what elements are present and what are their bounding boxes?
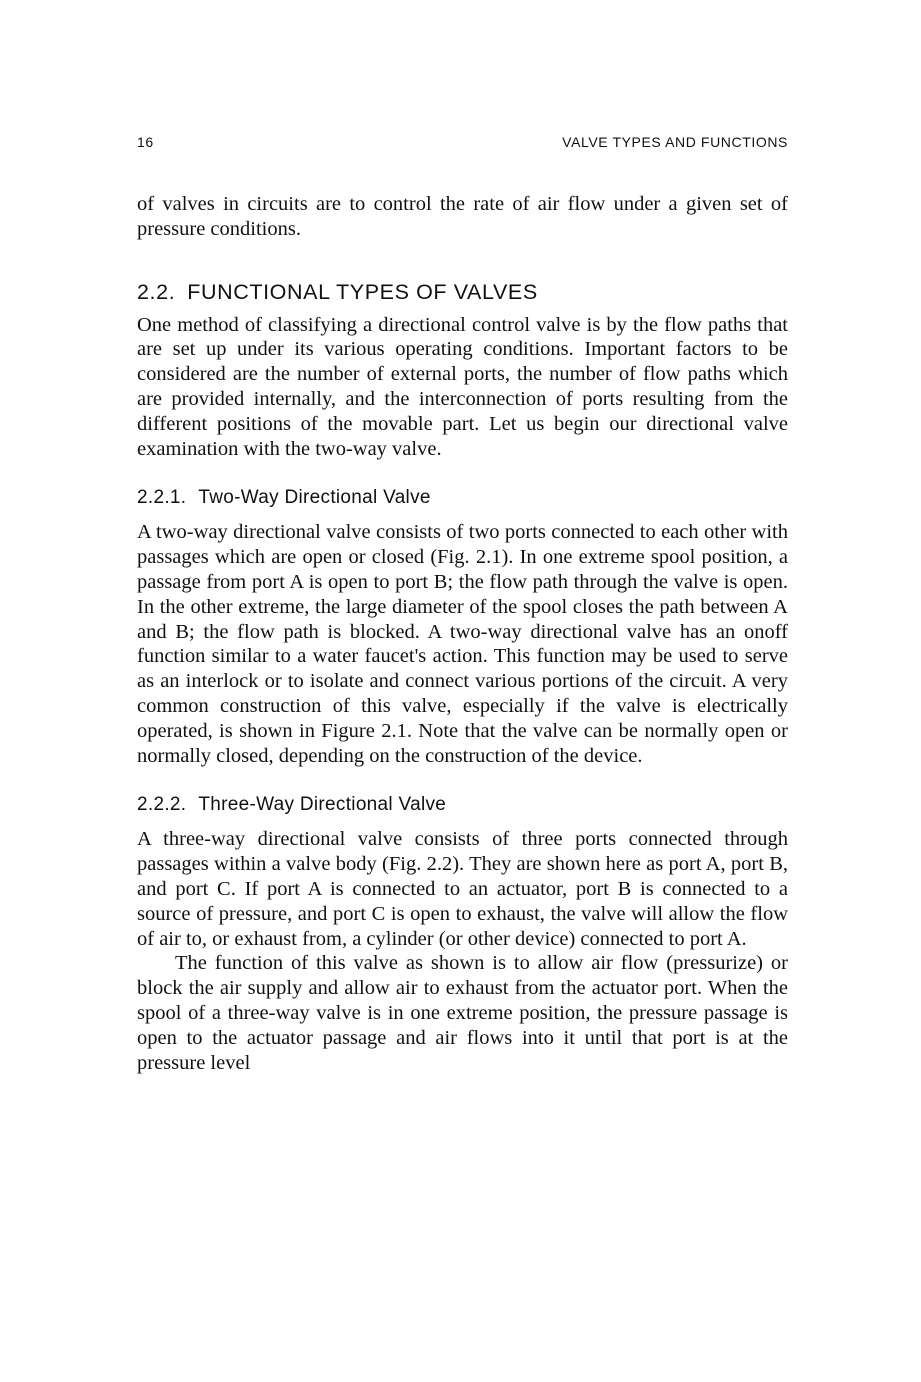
subsection-title: Two-Way Directional Valve xyxy=(198,487,431,509)
running-title: VALVE TYPES AND FUNCTIONS xyxy=(562,134,788,150)
section-2-2-2-paragraph-1: A three-way directional valve consists of three ports connected through passages within a valve body (Fig. 2.2). They are shown here as port A, port B, and port C. If port A is connected to an actuator, port B is connected to a source of pressure, and port C is open to exhaust, the valve will allow the flow of air to, or exhaust from, a cylinder (or other device) connected to port A. xyxy=(137,828,788,950)
section-heading-2-2-2 xyxy=(137,792,788,818)
section-2-2-2-paragraph-2: The function of this valve as shown is to allow air flow (pressurize) or block the air supply and allow air to exhaust from the actuator port. When the spool of a three-way valve is in one extreme position, the pressure passage is open to the actuator passage and air flows into it until that port is at the pressure level xyxy=(137,952,788,1074)
page-number: 16 xyxy=(137,134,154,150)
section-number: 2.2. xyxy=(137,279,176,304)
continuation-paragraph: of valves in circuits are to control the rate of air flow under a given set of pressure conditions. xyxy=(137,193,788,240)
page-body xyxy=(137,192,788,1075)
section-heading-2-2 xyxy=(137,278,788,306)
section-2-2-1-paragraph: A two-way directional valve consists of two ports connected to each other with passages which are open or closed (Fig. 2.1). In one extreme spool position, a passage from port A is open to port B; the flow path through the valve is open. In the other extreme, the large diameter of the spool closes the path between A and B; the flow path is blocked. A two-way directional valve has an onoff function similar to a water faucet's action. This function may be used to serve as an interlock or to isolate and connect various portions of the circuit. A very common construction of this valve, especially if the valve is electrically operated, is shown in Figure 2.1. Note that the valve can be normally open or normally closed, depending on the construction of the device. xyxy=(137,521,788,767)
section-heading-2-2-1 xyxy=(137,485,788,511)
subsection-number: 2.2.2. xyxy=(137,794,187,816)
subsection-number: 2.2.1. xyxy=(137,487,187,509)
section-title: FUNCTIONAL TYPES OF VALVES xyxy=(187,279,538,304)
section-2-2-paragraph: One method of classifying a directional control valve is by the flow paths that are set up under its various operating conditions. Important factors to be considered are the number of external ports, the number of flow paths which are provided internally, and the interconnection of ports resulting from the different positions of the movable part. Let us begin our directional valve examination with the two-way valve. xyxy=(137,313,788,460)
subsection-title: Three-Way Directional Valve xyxy=(198,794,447,816)
